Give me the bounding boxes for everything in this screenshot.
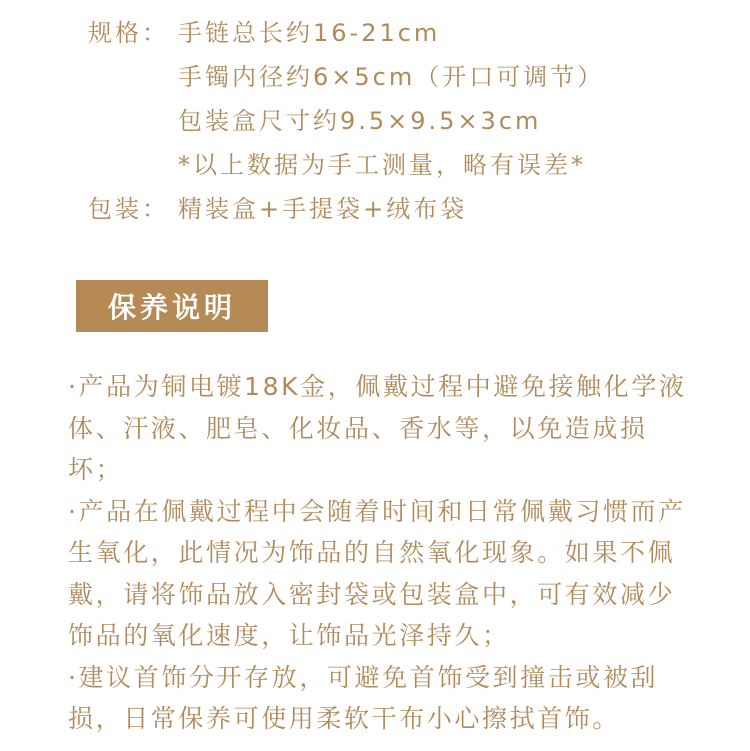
care-heading: 保养说明 [76, 280, 268, 332]
care-section [68, 366, 698, 740]
spec-label: 规格： [88, 18, 169, 47]
spec-section [88, 8, 738, 228]
spec-value: 手镯内径约6×5cm（开口可调节） [178, 62, 605, 91]
spec-row [88, 96, 738, 140]
care-paragraph: ·产品为铜电镀18K金，佩戴过程中避免接触化学液体、汗液、肥皂、化妆品、香水等，以免造成损坏； [68, 372, 687, 484]
spec-value: 包装盒尺寸约9.5×9.5×3cm [178, 106, 542, 135]
spec-row-package [88, 184, 738, 228]
spec-note: *以上数据为手工测量，略有误差* [178, 150, 586, 179]
package-label: 包装： [88, 194, 169, 223]
package-value: 精装盒+手提袋+绒布袋 [178, 194, 468, 223]
spec-row [88, 52, 738, 96]
care-paragraph: ·建议首饰分开存放，可避免首饰受到撞击或被刮损，日常保养可使用柔软干布小心擦拭首饰。 [68, 662, 659, 733]
spec-value: 手链总长约16-21cm [178, 18, 441, 47]
spec-row [88, 140, 738, 184]
spec-row-size [88, 8, 738, 52]
care-paragraph: ·产品在佩戴过程中会随着时间和日常佩戴习惯而产生氧化，此情况为饰品的自然氧化现象。如果不佩戴，请将饰品放入密封袋或包装盒中，可有效减少饰品的氧化速度，让饰品光泽持久； [68, 496, 686, 650]
